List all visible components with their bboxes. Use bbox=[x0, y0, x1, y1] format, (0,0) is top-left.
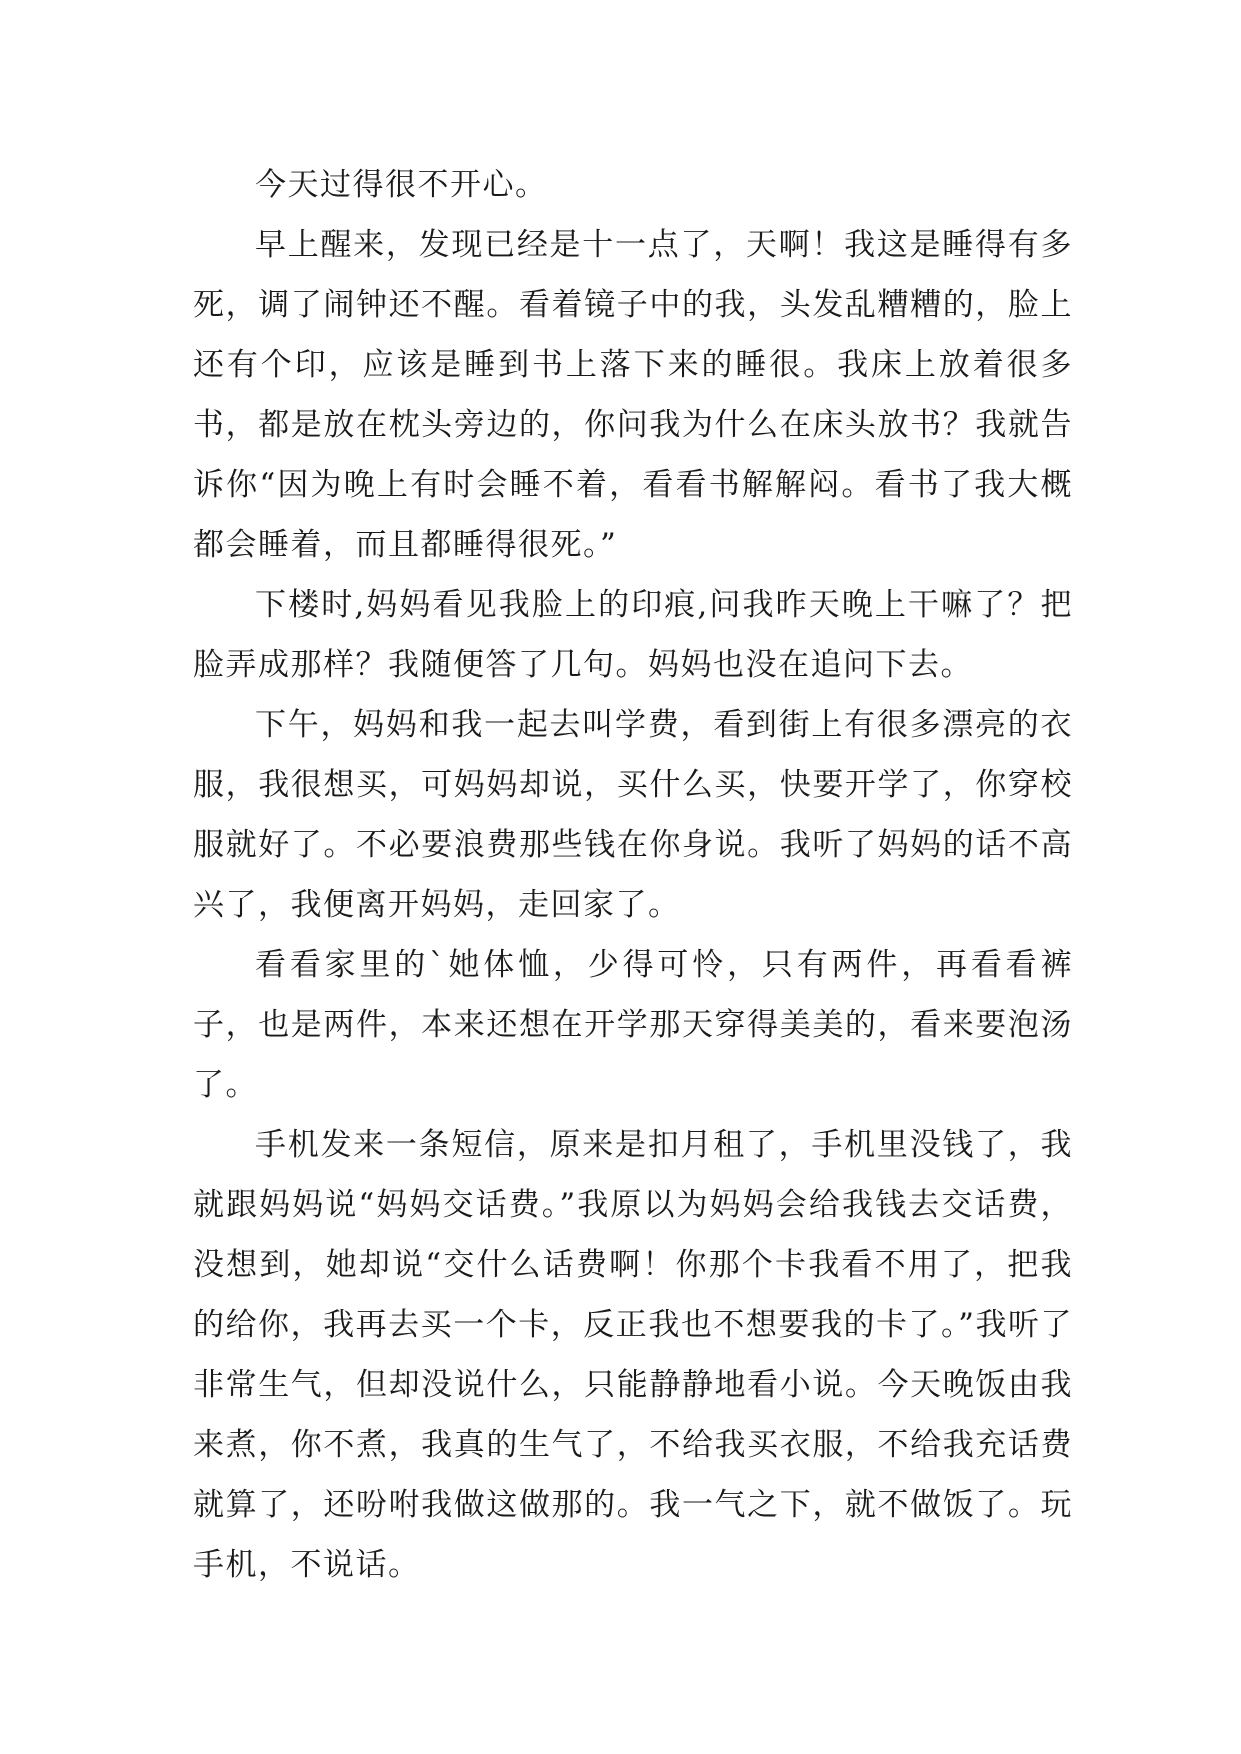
paragraph-6: 手机发来一条短信，原来是扣月租了，手机里没钱了，我就跟妈妈说“妈妈交话费。”我原以为妈妈会给我钱去交话费，没想到，她却说“交什么话费啊！你那个卡我看不用了，把我的给你，我再去买一个卡，反正我也不想要我的卡了。”我听了非常生气，但却没说什么，只能静静地看小说。今天晚饭由我来煮，你不煮，我真的生气了，不给我买衣服，不给我充话费就算了，还吩咐我做这做那的。我一气之下，就不做饭了。玩手机，不说话。 bbox=[193, 1127, 1073, 1583]
document-body bbox=[193, 155, 1073, 1595]
paragraph-4: 下午，妈妈和我一起去叫学费，看到街上有很多漂亮的衣服，我很想买，可妈妈却说，买什么买，快要开学了，你穿校服就好了。不必要浪费那些钱在你身说。我听了妈妈的话不高兴了，我便离开妈妈，走回家了。 bbox=[193, 707, 1073, 923]
paragraph-2: 早上醒来，发现已经是十一点了，天啊！我这是睡得有多死，调了闹钟还不醒。看着镜子中的我，头发乱糟糟的，脸上还有个印，应该是睡到书上落下来的睡很。我床上放着很多书，都是放在枕头旁边的，你问我为什么在床头放书？我就告诉你“因为晚上有时会睡不着，看看书解解闷。看书了我大概都会睡着，而且都睡得很死。” bbox=[193, 227, 1073, 563]
paragraph-3: 下楼时,妈妈看见我脸上的印痕,问我昨天晚上干嘛了？把脸弄成那样？我随便答了几句。妈妈也没在追问下去。 bbox=[193, 587, 1073, 683]
paragraph-1: 今天过得很不开心。 bbox=[255, 167, 548, 203]
paragraph-5: 看看家里的`她体恤，少得可怜，只有两件，再看看裤子，也是两件，本来还想在开学那天穿得美美的，看来要泡汤了。 bbox=[193, 947, 1073, 1103]
